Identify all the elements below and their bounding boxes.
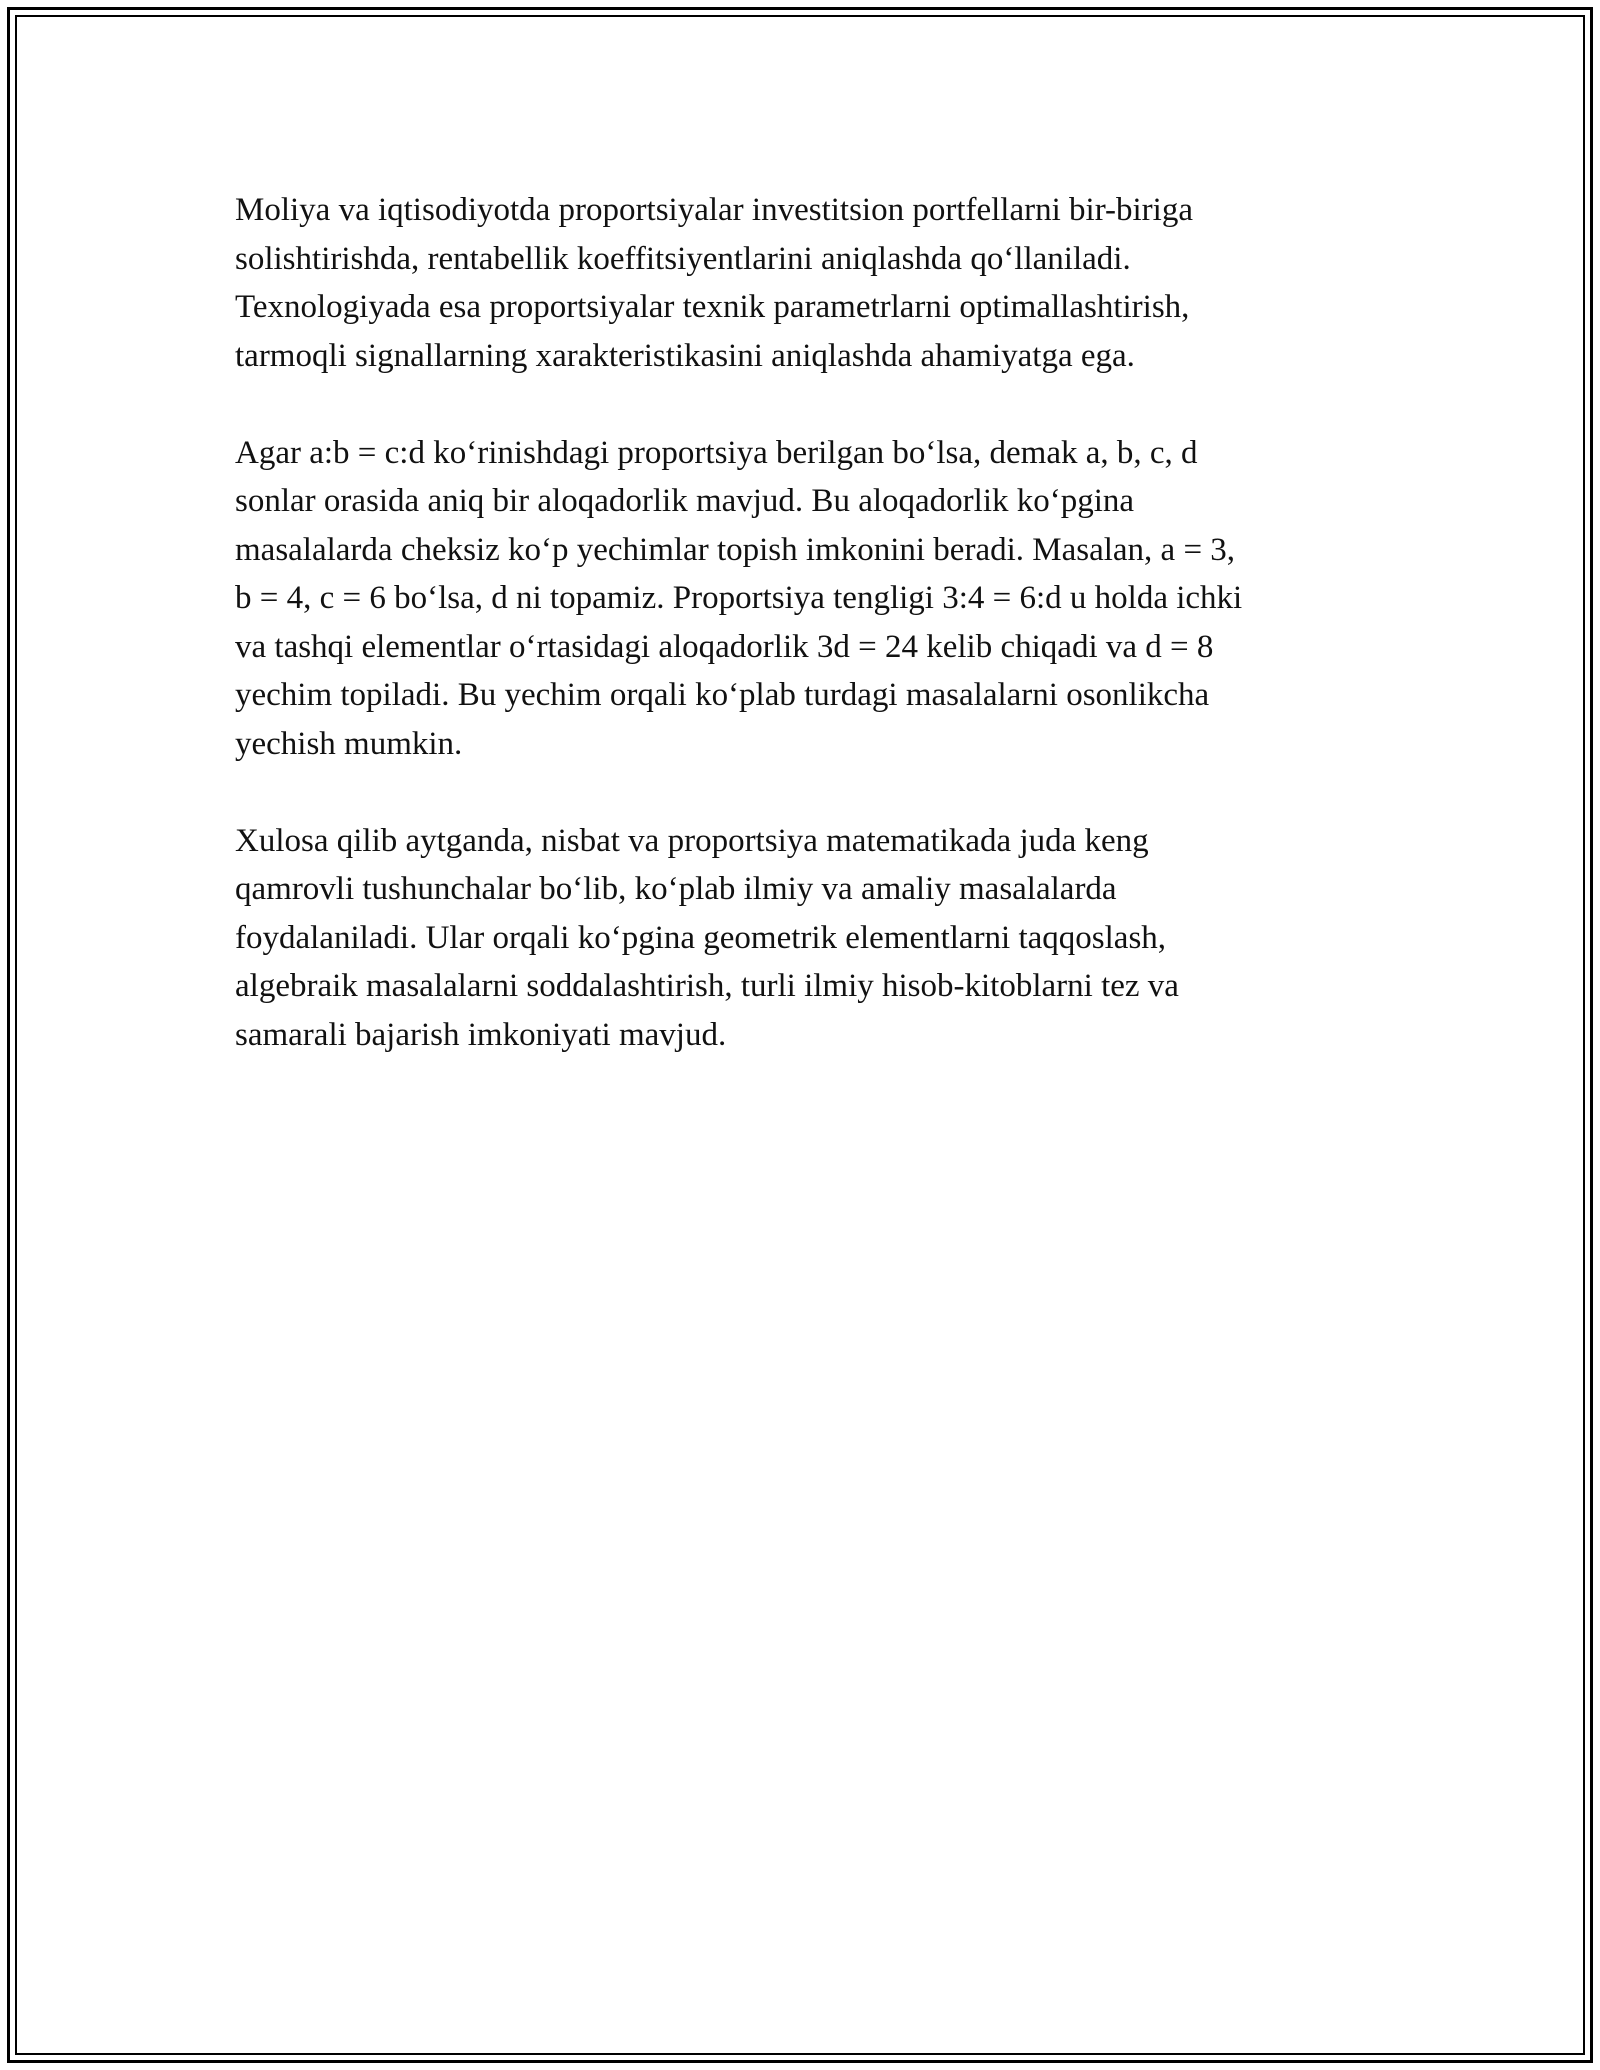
text-line: yechim topiladi. Bu yechim orqali ko‘plab turdagi masalalarni osonlikcha [235, 677, 1210, 713]
text-line: Agar a:b = c:d ko‘rinishdagi proportsiya berilgan bo‘lsa, demak a, b, c, d [235, 434, 1198, 471]
text-line: tarmoqli signallarning xarakteristikasini aniqlashda ahamiyatga ega. [235, 337, 1135, 374]
text-line: foydalaniladi. Ular orqali ko‘pgina geometrik elementlarni taqqoslash, [235, 919, 1167, 956]
text-line: samarali bajarish imkoniyati mavjud. [235, 1016, 727, 1053]
text-line: yechish mumkin. [235, 725, 463, 762]
paragraph-proportion-example [235, 429, 1365, 769]
text-line: Xulosa qilib aytganda, nisbat va proportsiya matematikada juda keng [235, 822, 1149, 859]
text-line: algebraik masalalarni soddalashtirish, turli ilmiy hisob-kitoblarni tez va [235, 968, 1179, 1004]
text-line: va tashqi elementlar o‘rtasidagi aloqadorlik 3d = 24 kelib chiqadi va d = 8 [235, 628, 1214, 665]
text-line: qamrovli tushunchalar bo‘lib, ko‘plab ilmiy va amaliy masalalarda [235, 871, 1117, 907]
paragraph-finance-technology [235, 186, 1365, 380]
text-line: Moliya va iqtisodiyotda proportsiyalar investitsion portfellarni bir-biriga [235, 192, 1193, 228]
text-line: masalalarda cheksiz ko‘p yechimlar topish imkonini beradi. Masalan, a = 3, [235, 531, 1236, 568]
text-line: b = 4, c = 6 bo‘lsa, d ni topamiz. Proportsiya tengligi 3:4 = 6:d u holda ichki [235, 580, 1243, 616]
paragraph-conclusion [235, 817, 1365, 1060]
document-body [235, 186, 1365, 1108]
text-line: sonlar orasida aniq bir aloqadorlik mavjud. Bu aloqadorlik ko‘pgina [235, 483, 1135, 519]
text-line: solishtirishda, rentabellik koeffitsiyentlarini aniqlashda qo‘llaniladi. [235, 240, 1131, 277]
text-line: Texnologiyada esa proportsiyalar texnik parametrlarni optimallashtirish, [235, 289, 1190, 325]
